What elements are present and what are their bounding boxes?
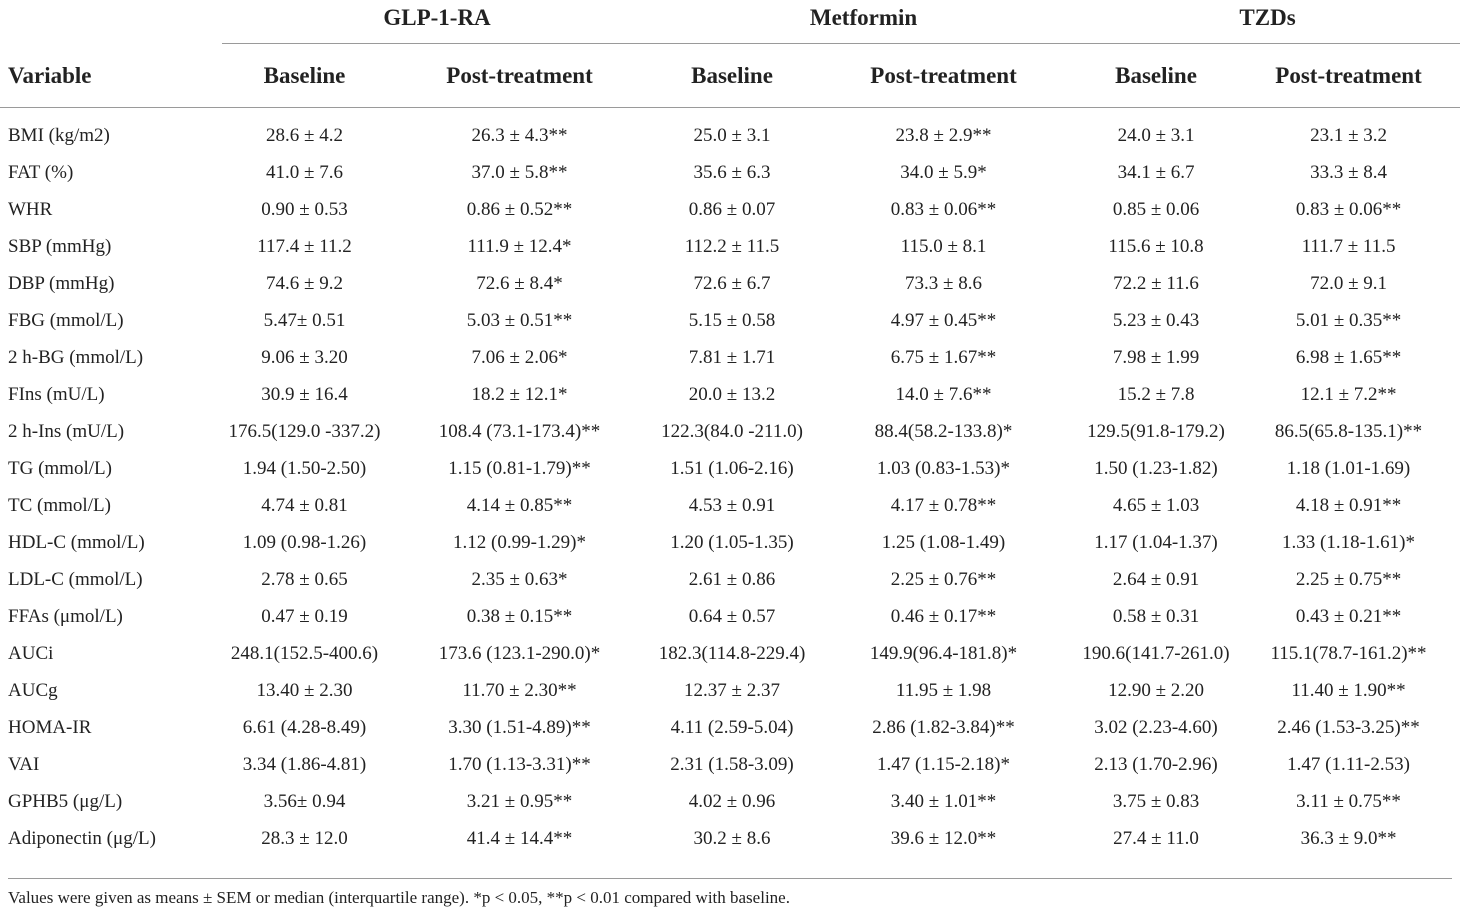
- table-body: [0, 118, 1460, 858]
- value-cell-metformin-post: 4.17 ± 0.78**: [890, 495, 997, 516]
- variable-cell: HOMA-IR: [8, 717, 92, 738]
- value-cell-tzds-post: 2.46 (1.53-3.25)**: [1277, 717, 1420, 738]
- value-cell-glp1ra-post: 0.86 ± 0.52**: [466, 199, 573, 220]
- value-cell-tzds-post: 11.40 ± 1.90**: [1291, 680, 1406, 701]
- variable-cell: FFAs (μmol/L): [8, 606, 123, 627]
- table-row: [0, 710, 1460, 747]
- value-cell-glp1ra-post: 4.14 ± 0.85**: [466, 495, 573, 516]
- table-row: [0, 488, 1460, 525]
- value-cell-metformin-baseline: 112.2 ± 11.5: [684, 236, 780, 257]
- value-cell-glp1ra-post: 111.9 ± 12.4*: [467, 236, 572, 257]
- value-cell-glp1ra-baseline: 117.4 ± 11.2: [257, 236, 352, 257]
- value-cell-glp1ra-baseline: 176.5(129.0 -337.2): [228, 421, 381, 442]
- value-cell-tzds-post: 111.7 ± 11.5: [1301, 236, 1396, 257]
- table-row: [0, 562, 1460, 599]
- value-cell-glp1ra-post: 108.4 (73.1-173.4)**: [438, 421, 601, 442]
- column-header-post-treatment: Post-treatment: [1237, 46, 1460, 107]
- group-label: Metformin: [809, 5, 918, 30]
- table-row: [0, 303, 1460, 340]
- value-cell-tzds-post: 1.33 (1.18-1.61)*: [1282, 532, 1416, 553]
- variable-cell: FBG (mmol/L): [8, 310, 124, 331]
- group-divider: [222, 43, 652, 44]
- value-cell-glp1ra-post: 1.15 (0.81-1.79)**: [448, 458, 591, 479]
- value-cell-glp1ra-baseline: 3.34 (1.86-4.81): [242, 754, 367, 775]
- value-cell-glp1ra-post: 72.6 ± 8.4*: [476, 273, 563, 294]
- footer-divider: [8, 878, 1452, 879]
- group-divider: [652, 43, 1075, 44]
- value-cell-tzds-baseline: 24.0 ± 3.1: [1117, 125, 1195, 146]
- table-row: [0, 266, 1460, 303]
- value-cell-glp1ra-baseline: 74.6 ± 9.2: [266, 273, 343, 294]
- value-cell-tzds-baseline: 1.50 (1.23-1.82): [1094, 458, 1218, 479]
- value-cell-glp1ra-baseline: 4.74 ± 0.81: [261, 495, 348, 516]
- value-cell-glp1ra-post: 1.12 (0.99-1.29)*: [453, 532, 586, 553]
- value-cell-tzds-post: 72.0 ± 9.1: [1310, 273, 1387, 294]
- value-cell-metformin-post: 23.8 ± 2.9**: [895, 125, 992, 146]
- column-header-baseline: Baseline: [222, 46, 387, 107]
- value-cell-metformin-baseline: 30.2 ± 8.6: [693, 828, 771, 849]
- value-cell-glp1ra-post: 7.06 ± 2.06*: [471, 347, 568, 368]
- value-cell-metformin-baseline: 2.31 (1.58-3.09): [670, 754, 794, 775]
- value-cell-tzds-post: 0.83 ± 0.06**: [1295, 199, 1402, 220]
- value-cell-glp1ra-post: 3.21 ± 0.95**: [466, 791, 573, 812]
- value-cell-glp1ra-baseline: 248.1(152.5-400.6): [230, 643, 379, 664]
- value-cell-metformin-baseline: 122.3(84.0 -211.0): [661, 421, 803, 442]
- value-cell-tzds-post: 36.3 ± 9.0**: [1300, 828, 1397, 849]
- value-cell-metformin-baseline: 2.61 ± 0.86: [688, 569, 776, 590]
- variable-cell: Adiponectin (μg/L): [8, 828, 156, 849]
- table-row: [0, 118, 1460, 155]
- value-cell-glp1ra-post: 1.70 (1.13-3.31)**: [448, 754, 591, 775]
- value-cell-tzds-baseline: 34.1 ± 6.7: [1117, 162, 1195, 183]
- value-cell-metformin-post: 1.47 (1.15-2.18)*: [877, 754, 1011, 775]
- value-cell-metformin-post: 1.25 (1.08-1.49): [881, 532, 1006, 553]
- value-cell-metformin-post: 39.6 ± 12.0**: [890, 828, 997, 849]
- value-cell-metformin-baseline: 0.64 ± 0.57: [688, 606, 776, 627]
- value-cell-metformin-post: 14.0 ± 7.6**: [895, 384, 992, 405]
- value-cell-tzds-post: 115.1(78.7-161.2)**: [1270, 643, 1427, 664]
- value-cell-metformin-baseline: 182.3(114.8-229.4): [658, 643, 806, 664]
- value-cell-glp1ra-post: 26.3 ± 4.3**: [471, 125, 568, 146]
- value-cell-tzds-baseline: 5.23 ± 0.43: [1112, 310, 1200, 331]
- value-cell-glp1ra-baseline: 30.9 ± 16.4: [261, 384, 348, 405]
- table-row: [0, 599, 1460, 636]
- value-cell-tzds-post: 23.1 ± 3.2: [1310, 125, 1387, 146]
- value-cell-tzds-baseline: 2.13 (1.70-2.96): [1094, 754, 1218, 775]
- value-cell-glp1ra-baseline: 41.0 ± 7.6: [266, 162, 343, 183]
- group-header-tzds: [1075, 0, 1460, 40]
- variable-cell: BMI (kg/m2): [8, 125, 110, 146]
- value-cell-tzds-post: 12.1 ± 7.2**: [1300, 384, 1397, 405]
- value-cell-tzds-baseline: 15.2 ± 7.8: [1117, 384, 1195, 405]
- column-header-post-treatment: Post-treatment: [812, 46, 1075, 107]
- value-cell-glp1ra-post: 37.0 ± 5.8**: [471, 162, 568, 183]
- value-cell-glp1ra-baseline: 1.09 (0.98-1.26): [242, 532, 367, 553]
- value-cell-glp1ra-baseline: 13.40 ± 2.30: [256, 680, 353, 701]
- value-cell-tzds-post: 5.01 ± 0.35**: [1295, 310, 1402, 331]
- variable-cell: AUCg: [8, 680, 58, 701]
- column-header-post-treatment: Post-treatment: [387, 46, 652, 107]
- variable-cell: FIns (mU/L): [8, 384, 105, 405]
- value-cell-tzds-post: 1.47 (1.11-2.53): [1287, 754, 1410, 775]
- table-row: [0, 673, 1460, 710]
- value-cell-tzds-post: 33.3 ± 8.4: [1310, 162, 1387, 183]
- value-cell-glp1ra-post: 41.4 ± 14.4**: [466, 828, 573, 849]
- value-cell-tzds-baseline: 4.65 ± 1.03: [1112, 495, 1200, 516]
- variable-cell: AUCi: [8, 643, 54, 664]
- value-cell-tzds-post: 4.18 ± 0.91**: [1295, 495, 1402, 516]
- value-cell-metformin-post: 2.86 (1.82-3.84)**: [872, 717, 1015, 738]
- value-cell-glp1ra-post: 2.35 ± 0.63*: [471, 569, 568, 590]
- group-header-glp1ra: [222, 0, 652, 40]
- value-cell-tzds-baseline: 190.6(141.7-261.0): [1082, 643, 1230, 664]
- value-cell-tzds-post: 1.18 (1.01-1.69): [1286, 458, 1411, 479]
- column-header-baseline: Baseline: [652, 46, 812, 107]
- value-cell-glp1ra-post: 0.38 ± 0.15**: [466, 606, 573, 627]
- value-cell-metformin-baseline: 1.20 (1.05-1.35): [670, 532, 794, 553]
- value-cell-glp1ra-post: 18.2 ± 12.1*: [471, 384, 568, 405]
- value-cell-tzds-baseline: 27.4 ± 11.0: [1113, 828, 1199, 849]
- variable-cell: GPHB5 (μg/L): [8, 791, 123, 812]
- table-row: [0, 229, 1460, 266]
- value-cell-tzds-post: 3.11 ± 0.75**: [1296, 791, 1401, 812]
- value-cell-tzds-baseline: 129.5(91.8-179.2): [1087, 421, 1225, 442]
- column-header-baseline: Baseline: [1075, 46, 1237, 107]
- value-cell-metformin-post: 2.25 ± 0.76**: [890, 569, 997, 590]
- table-row: [0, 636, 1460, 673]
- value-cell-tzds-baseline: 3.02 (2.23-4.60): [1094, 717, 1218, 738]
- group-label: GLP-1-RA: [383, 5, 491, 30]
- variable-cell: HDL-C (mmol/L): [8, 532, 145, 553]
- table-row: [0, 821, 1460, 858]
- table-row: [0, 340, 1460, 377]
- variable-cell: 2 h-BG (mmol/L): [8, 347, 144, 368]
- value-cell-metformin-baseline: 12.37 ± 2.37: [684, 680, 780, 701]
- value-cell-metformin-post: 1.03 (0.83-1.53)*: [877, 458, 1011, 479]
- variable-cell: WHR: [8, 199, 53, 220]
- value-cell-tzds-baseline: 7.98 ± 1.99: [1112, 347, 1200, 368]
- value-cell-glp1ra-baseline: 5.47± 0.51: [263, 310, 346, 331]
- value-cell-metformin-baseline: 5.15 ± 0.58: [688, 310, 776, 331]
- group-divider: [1075, 43, 1460, 44]
- variable-cell: SBP (mmHg): [8, 236, 112, 257]
- table-footnote: Values were given as means ± SEM or median (interquartile range). *p < 0.05, **p < 0.01 compared with baseline.: [8, 888, 790, 907]
- value-cell-metformin-post: 0.83 ± 0.06**: [890, 199, 997, 220]
- value-cell-glp1ra-baseline: 9.06 ± 3.20: [261, 347, 348, 368]
- value-cell-metformin-baseline: 0.86 ± 0.07: [688, 199, 776, 220]
- table-row: [0, 377, 1460, 414]
- variable-cell: 2 h-Ins (mU/L): [8, 421, 125, 442]
- group-label: TZDs: [1239, 5, 1296, 30]
- value-cell-metformin-baseline: 25.0 ± 3.1: [693, 125, 771, 146]
- value-cell-metformin-post: 3.40 ± 1.01**: [890, 791, 997, 812]
- value-cell-tzds-baseline: 1.17 (1.04-1.37): [1094, 532, 1218, 553]
- value-cell-glp1ra-baseline: 6.61 (4.28-8.49): [242, 717, 367, 738]
- value-cell-tzds-baseline: 0.85 ± 0.06: [1112, 199, 1200, 220]
- value-cell-metformin-baseline: 72.6 ± 6.7: [693, 273, 771, 294]
- value-cell-glp1ra-post: 3.30 (1.51-4.89)**: [448, 717, 591, 738]
- value-cell-glp1ra-baseline: 1.94 (1.50-2.50): [242, 458, 367, 479]
- value-cell-metformin-baseline: 4.11 (2.59-5.04): [670, 717, 794, 738]
- value-cell-metformin-baseline: 4.53 ± 0.91: [688, 495, 776, 516]
- value-cell-glp1ra-baseline: 28.3 ± 12.0: [261, 828, 348, 849]
- value-cell-tzds-baseline: 72.2 ± 11.6: [1113, 273, 1199, 294]
- group-header-metformin: [652, 0, 1075, 40]
- table-header: [0, 0, 1460, 118]
- value-cell-metformin-baseline: 35.6 ± 6.3: [693, 162, 771, 183]
- value-cell-glp1ra-post: 173.6 (123.1-290.0)*: [438, 643, 601, 664]
- value-cell-tzds-baseline: 3.75 ± 0.83: [1112, 791, 1200, 812]
- value-cell-tzds-baseline: 2.64 ± 0.91: [1112, 569, 1200, 590]
- value-cell-glp1ra-baseline: 0.90 ± 0.53: [261, 199, 348, 220]
- variable-column-header: Variable: [0, 46, 222, 107]
- value-cell-glp1ra-baseline: 0.47 ± 0.19: [261, 606, 348, 627]
- group-header-empty: [0, 0, 222, 40]
- value-cell-metformin-baseline: 7.81 ± 1.71: [688, 347, 776, 368]
- value-cell-metformin-baseline: 4.02 ± 0.96: [688, 791, 776, 812]
- value-cell-metformin-post: 34.0 ± 5.9*: [900, 162, 987, 183]
- value-cell-tzds-post: 6.98 ± 1.65**: [1295, 347, 1402, 368]
- value-cell-glp1ra-baseline: 2.78 ± 0.65: [261, 569, 348, 590]
- value-cell-metformin-post: 149.9(96.4-181.8)*: [869, 643, 1018, 664]
- value-cell-metformin-post: 73.3 ± 8.6: [905, 273, 982, 294]
- value-cell-metformin-post: 4.97 ± 0.45**: [890, 310, 997, 331]
- variable-cell: LDL-C (mmol/L): [8, 569, 143, 590]
- value-cell-glp1ra-baseline: 3.56± 0.94: [263, 791, 346, 812]
- variable-cell: VAI: [8, 754, 40, 775]
- value-cell-metformin-baseline: 20.0 ± 13.2: [688, 384, 776, 405]
- table-row: [0, 155, 1460, 192]
- value-cell-glp1ra-post: 11.70 ± 2.30**: [462, 680, 577, 701]
- variable-cell: TG (mmol/L): [8, 458, 112, 479]
- table-row: [0, 747, 1460, 784]
- value-cell-tzds-baseline: 115.6 ± 10.8: [1108, 236, 1204, 257]
- variable-cell: FAT (%): [8, 162, 74, 183]
- table-row: [0, 414, 1460, 451]
- value-cell-tzds-post: 2.25 ± 0.75**: [1295, 569, 1402, 590]
- value-cell-metformin-post: 115.0 ± 8.1: [900, 236, 987, 257]
- value-cell-metformin-post: 6.75 ± 1.67**: [890, 347, 997, 368]
- value-cell-tzds-post: 0.43 ± 0.21**: [1295, 606, 1402, 627]
- value-cell-glp1ra-baseline: 28.6 ± 4.2: [266, 125, 343, 146]
- value-cell-tzds-post: 86.5(65.8-135.1)**: [1274, 421, 1423, 442]
- value-cell-metformin-baseline: 1.51 (1.06-2.16): [670, 458, 794, 479]
- value-cell-metformin-post: 0.46 ± 0.17**: [890, 606, 997, 627]
- variable-cell: DBP (mmHg): [8, 273, 115, 294]
- value-cell-glp1ra-post: 5.03 ± 0.51**: [466, 310, 573, 331]
- table-row: [0, 192, 1460, 229]
- table-row: [0, 451, 1460, 488]
- value-cell-metformin-post: 88.4(58.2-133.8)*: [874, 421, 1013, 442]
- variable-cell: TC (mmol/L): [8, 495, 111, 516]
- table-row: [0, 525, 1460, 562]
- value-cell-tzds-baseline: 0.58 ± 0.31: [1112, 606, 1200, 627]
- value-cell-tzds-baseline: 12.90 ± 2.20: [1108, 680, 1204, 701]
- table-row: [0, 784, 1460, 821]
- value-cell-metformin-post: 11.95 ± 1.98: [895, 680, 992, 701]
